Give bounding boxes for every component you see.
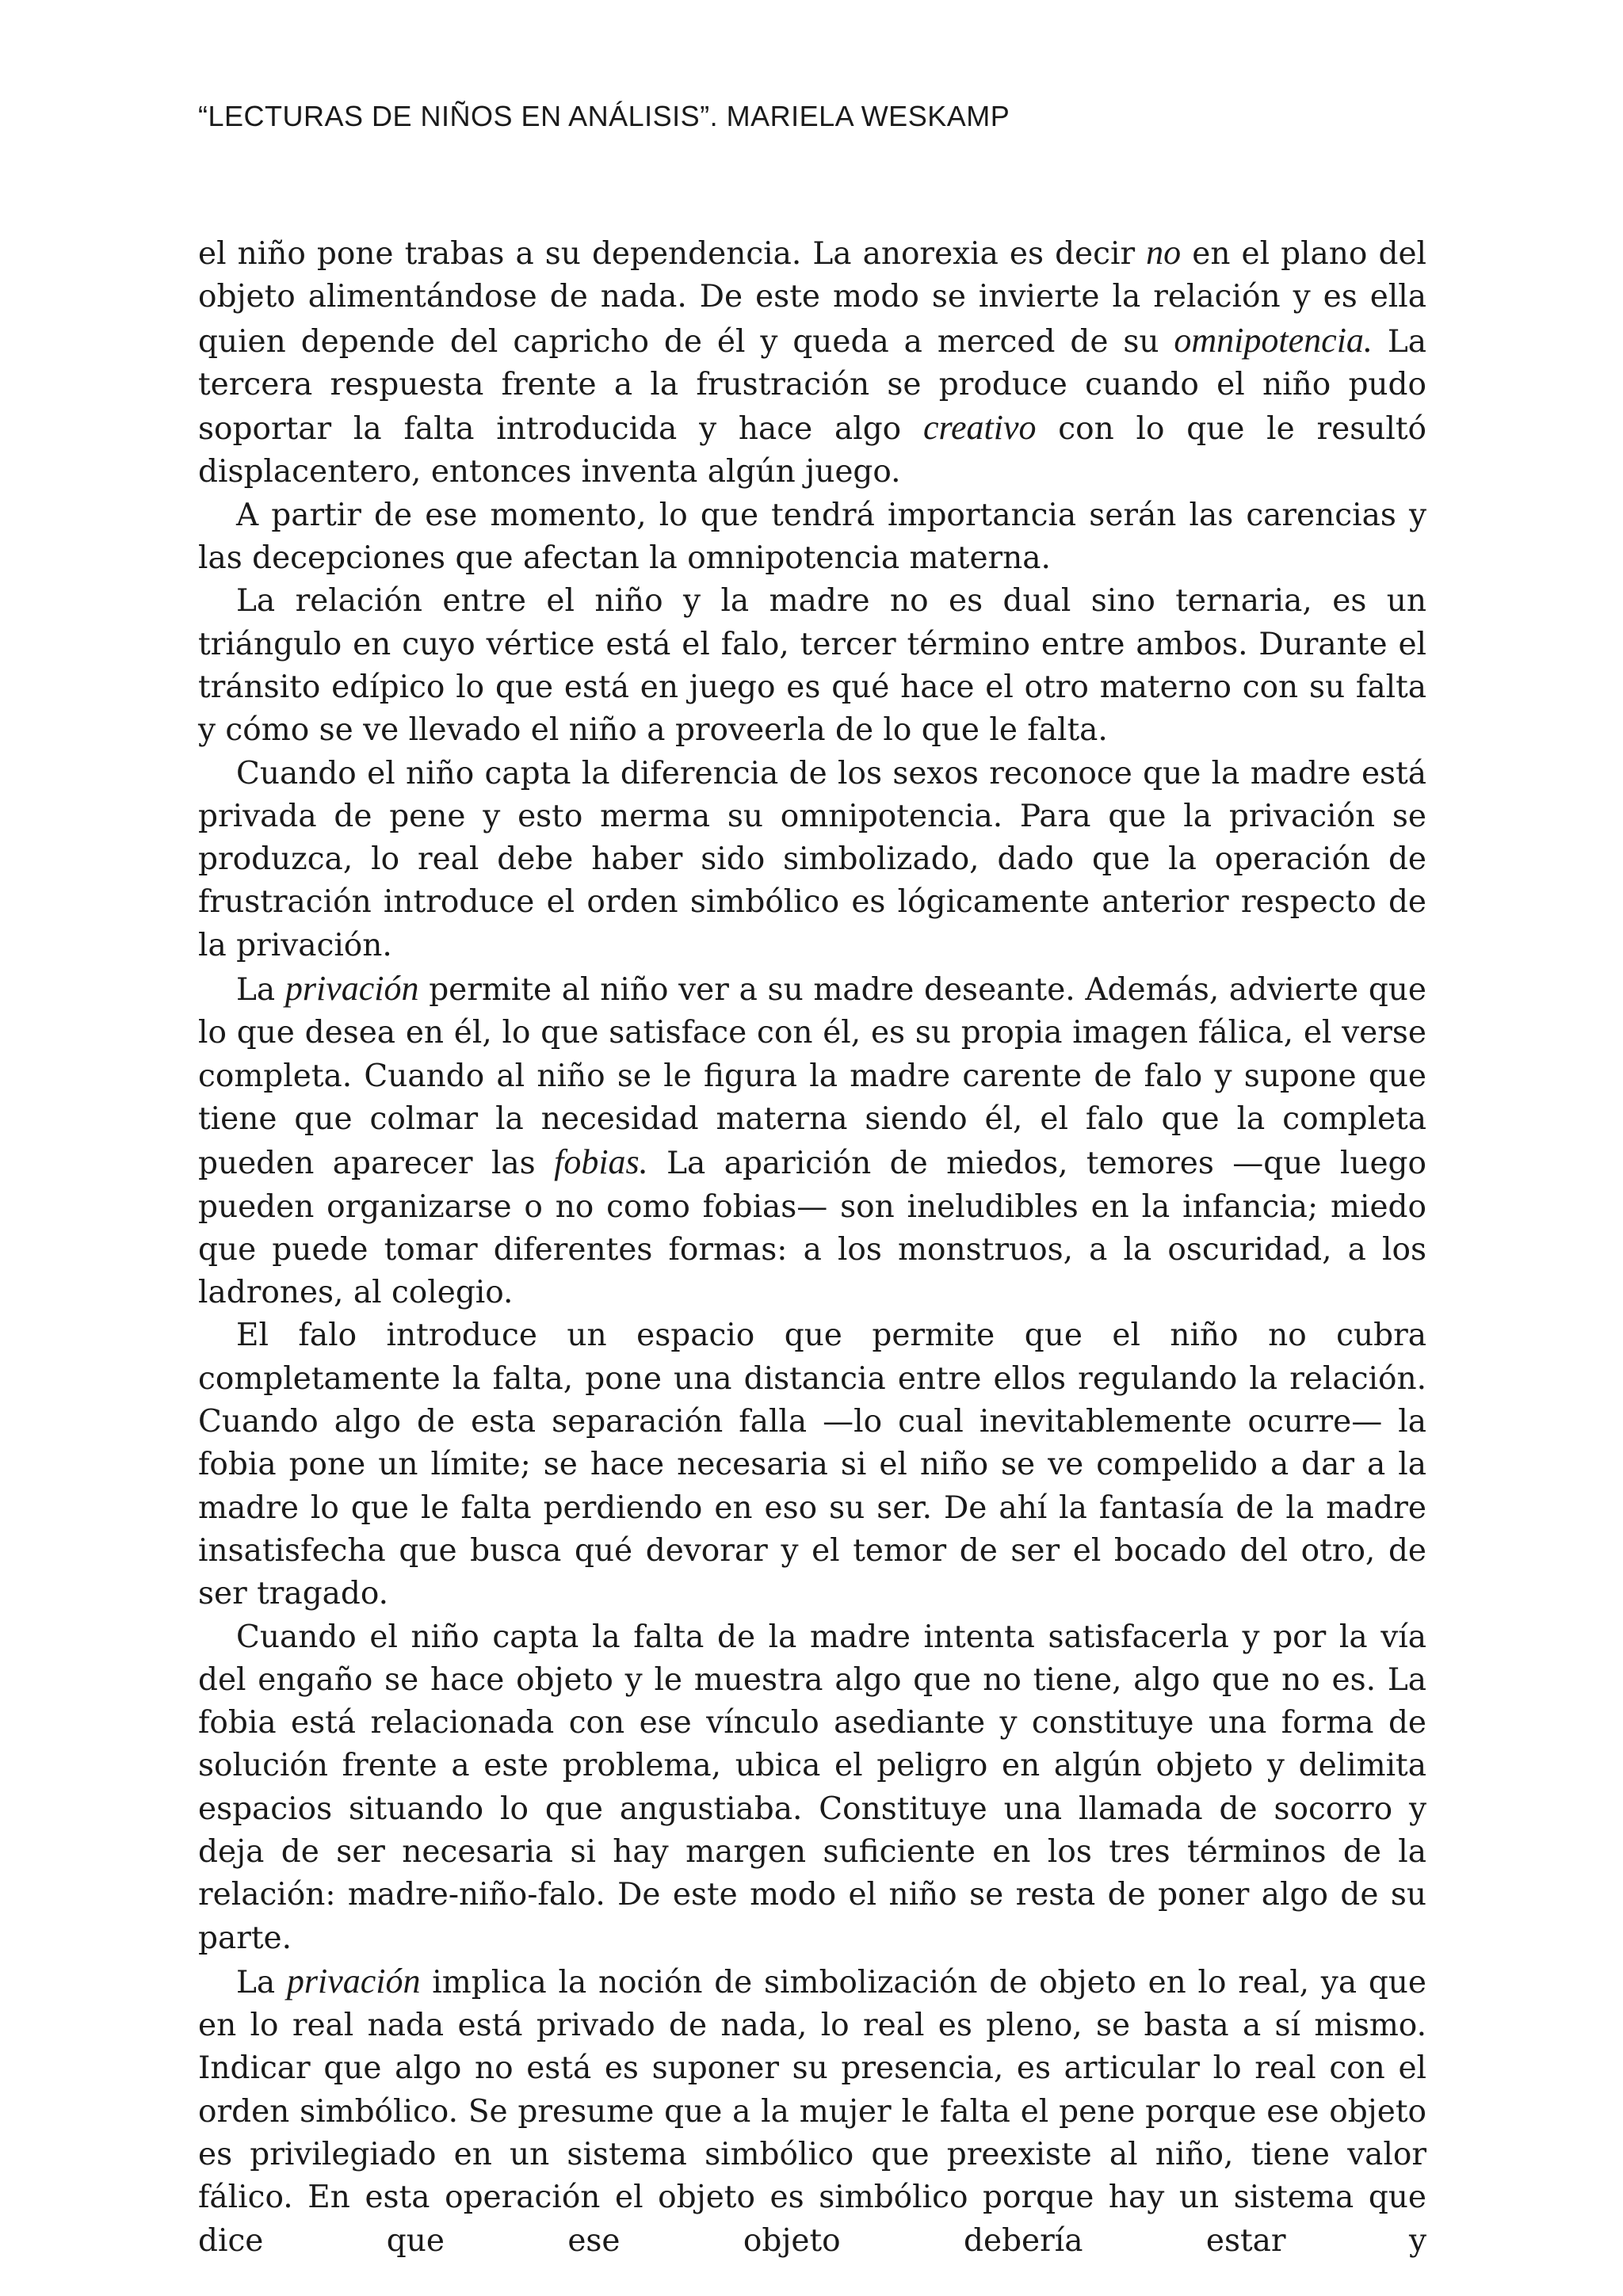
paragraph-8: La privación implica la noción de simbolización de objeto en lo real, ya que en lo real nada está privado de nada, lo real es pleno, se basta a sí mismo. Indicar que algo no está es suponer su presencia, es articular lo real con el orden simbólico. Se presume que a la mujer le falta el pene porque ese objeto es privilegiado en un sistema simbólico que preexiste al niño, tiene valor fálico. En esta operación el objeto es simbólico porque hay un sistema que dice que ese objeto debería estar y — [198, 1961, 1426, 2259]
paragraph-7: Cuando el niño capta la falta de la madre intenta satisfacerla y por la vía del engaño se hace objeto y le muestra algo que no tiene, algo que no es. La fobia está relacionada con ese vínculo asediante y constituye una forma de solución frente a este problema, ubica el peligro en algún objeto y delimita espacios situando lo que angustiaba. Constituye una llamada de socorro y deja de ser necesaria si hay margen suficiente en los tres términos de la relación: madre-niño-falo. De este modo el niño se resta de poner algo de su parte. — [198, 1619, 1426, 1956]
emphasis-creativo: creativo — [922, 408, 1037, 448]
running-header: “LECTURAS DE NIÑOS EN ANÁLISIS”. MARIELA WESKAMP — [198, 100, 1010, 132]
emphasis-privacion: privación — [285, 969, 419, 1009]
paragraph-3: La relación entre el niño y la madre no es dual sino ternaria, es un triángulo en cuyo vértice está el falo, tercer término entre ambos. Durante el tránsito edípico lo que está en juego es qué hace el otro materno con su falta y cómo se ve llevado el niño a proveerla de lo que le falta. — [198, 583, 1426, 749]
paragraph-4: Cuando el niño capta la diferencia de los sexos reconoce que la madre está privada de pene y esto merma su omnipotencia. Para que la privación se produzca, lo real debe haber sido simbolizado, dado que la operación de frustración introduce el orden simbólico es lógicamente anterior respecto de la privación. — [198, 755, 1426, 963]
paragraph-1: el niño pone trabas a su dependencia. La anorexia es decir no en el plano del objeto alimentándose de nada. De este modo se invierte la relación y es ella quien depende del capricho de él y queda a merced de su omnipotencia. La tercera respuesta frente a la frustración se produce cuando el niño pudo soportar la falta introducida y hace algo creativo con lo que le resultó displacentero, entonces inventa algún juego. — [198, 233, 1427, 490]
body-text — [198, 231, 1426, 2263]
emphasis-fobias: fobias. — [554, 1142, 648, 1182]
emphasis-no: no — [1146, 233, 1182, 272]
emphasis-omnipotencia: omnipotencia. — [1174, 320, 1373, 360]
paragraph-6: El falo introduce un espacio que permite que el niño no cubra completamente la falta, pone una distancia entre ellos regulando la relación. Cuando algo de esta separación falla —lo cual inevitablemente ocurre— la fobia pone un límite; se hace necesaria si el niño se ve compelido a dar a la madre lo que le falta perdiendo en eso su ser. De ahí la fantasía de la madre insatisfecha que busca qué devorar y el temor de ser el bocado del otro, de ser tragado. — [198, 1318, 1426, 1612]
paragraph-5: La privación permite al niño ver a su madre deseante. Además, advierte que lo que desea en él, lo que satisface con él, es su propia imagen fálica, el verse completa. Cuando al niño se le figura la madre carente de falo y supone que tiene que colmar la necesidad materna siendo él, el falo que la completa pueden aparecer las fobias. La aparición de miedos, temores —que luego pueden organizarse o no como fobias— son ineludibles en la infancia; miedo que puede tomar diferentes formas: a los monstruos, a la oscuridad, a los ladrones, al colegio. — [198, 969, 1427, 1311]
paragraph-2: A partir de ese momento, lo que tendrá importancia serán las carencias y las decepciones que afectan la omnipotencia materna. — [198, 497, 1426, 577]
emphasis-privacion-2: privación — [286, 1961, 421, 2000]
